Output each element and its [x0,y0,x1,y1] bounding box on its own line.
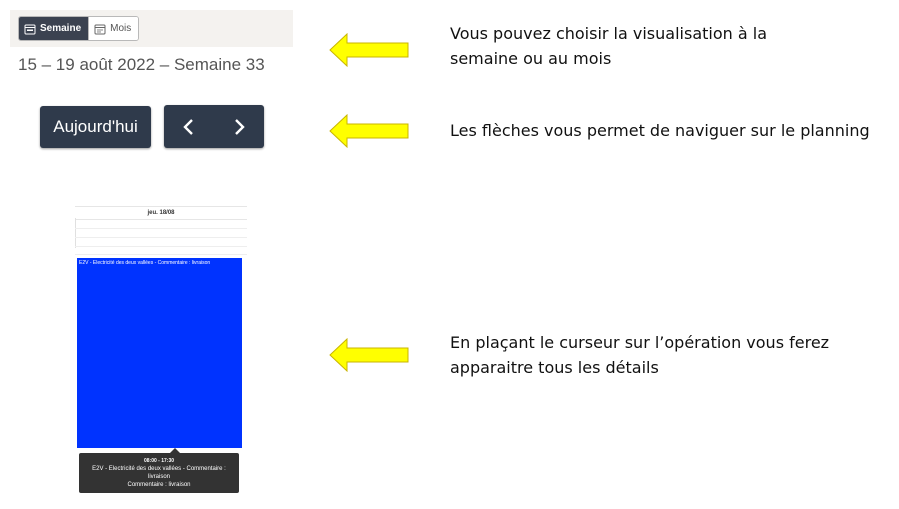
tooltip-line: Commentaire : livraison [127,482,191,488]
today-button[interactable]: Aujourd'hui [40,106,151,148]
chevron-left-icon [182,118,196,136]
week-view-label: Semaine [40,23,82,34]
column-divider [75,218,76,248]
calendar-month-icon [94,23,106,35]
next-button[interactable] [214,105,264,148]
annotation-line: En plaçant le curseur sur l’opération vous ferez [450,333,830,352]
time-slot-line [75,228,247,229]
month-view-button[interactable] [88,17,138,40]
event-tooltip [79,453,239,493]
annotation-line: semaine ou au mois [450,49,612,68]
month-view-label: Mois [110,23,132,34]
week-navigation [164,105,264,148]
time-slot-line [75,246,247,247]
annotation-arrow-icon [329,114,409,148]
annotation-arrow-icon [329,33,409,67]
week-view-button[interactable] [19,17,88,40]
annotation-line: Vous pouvez choisir la visualisation à la [450,24,767,43]
view-toggle [18,16,139,41]
calendar-event[interactable] [77,258,242,448]
annotation-line: apparaitre tous les détails [450,358,659,377]
time-slot-line [75,237,247,238]
day-header: jeu. 18/08 [75,206,247,220]
tooltip-time: 08:00 - 17:30 [143,458,175,464]
tooltip-line: E2V - Electricité des deux vallées - Commentaire : [92,466,226,472]
date-range-label: 15 – 19 août 2022 – Semaine 33 [18,55,265,74]
time-slot-line [75,254,247,255]
annotation-arrow-icon [329,338,409,372]
event-title: E2V - Electricité des deux vallées - Commentaire : livraison [79,260,211,266]
calendar-week-icon [24,23,36,35]
annotation-tooltip [450,330,829,380]
tooltip-line: livraison [147,474,170,480]
chevron-right-icon [232,118,246,136]
annotation-navigation: Les flèches vous permet de naviguer sur le planning [450,121,870,140]
annotation-view-toggle [450,21,767,71]
previous-button[interactable] [164,105,214,148]
